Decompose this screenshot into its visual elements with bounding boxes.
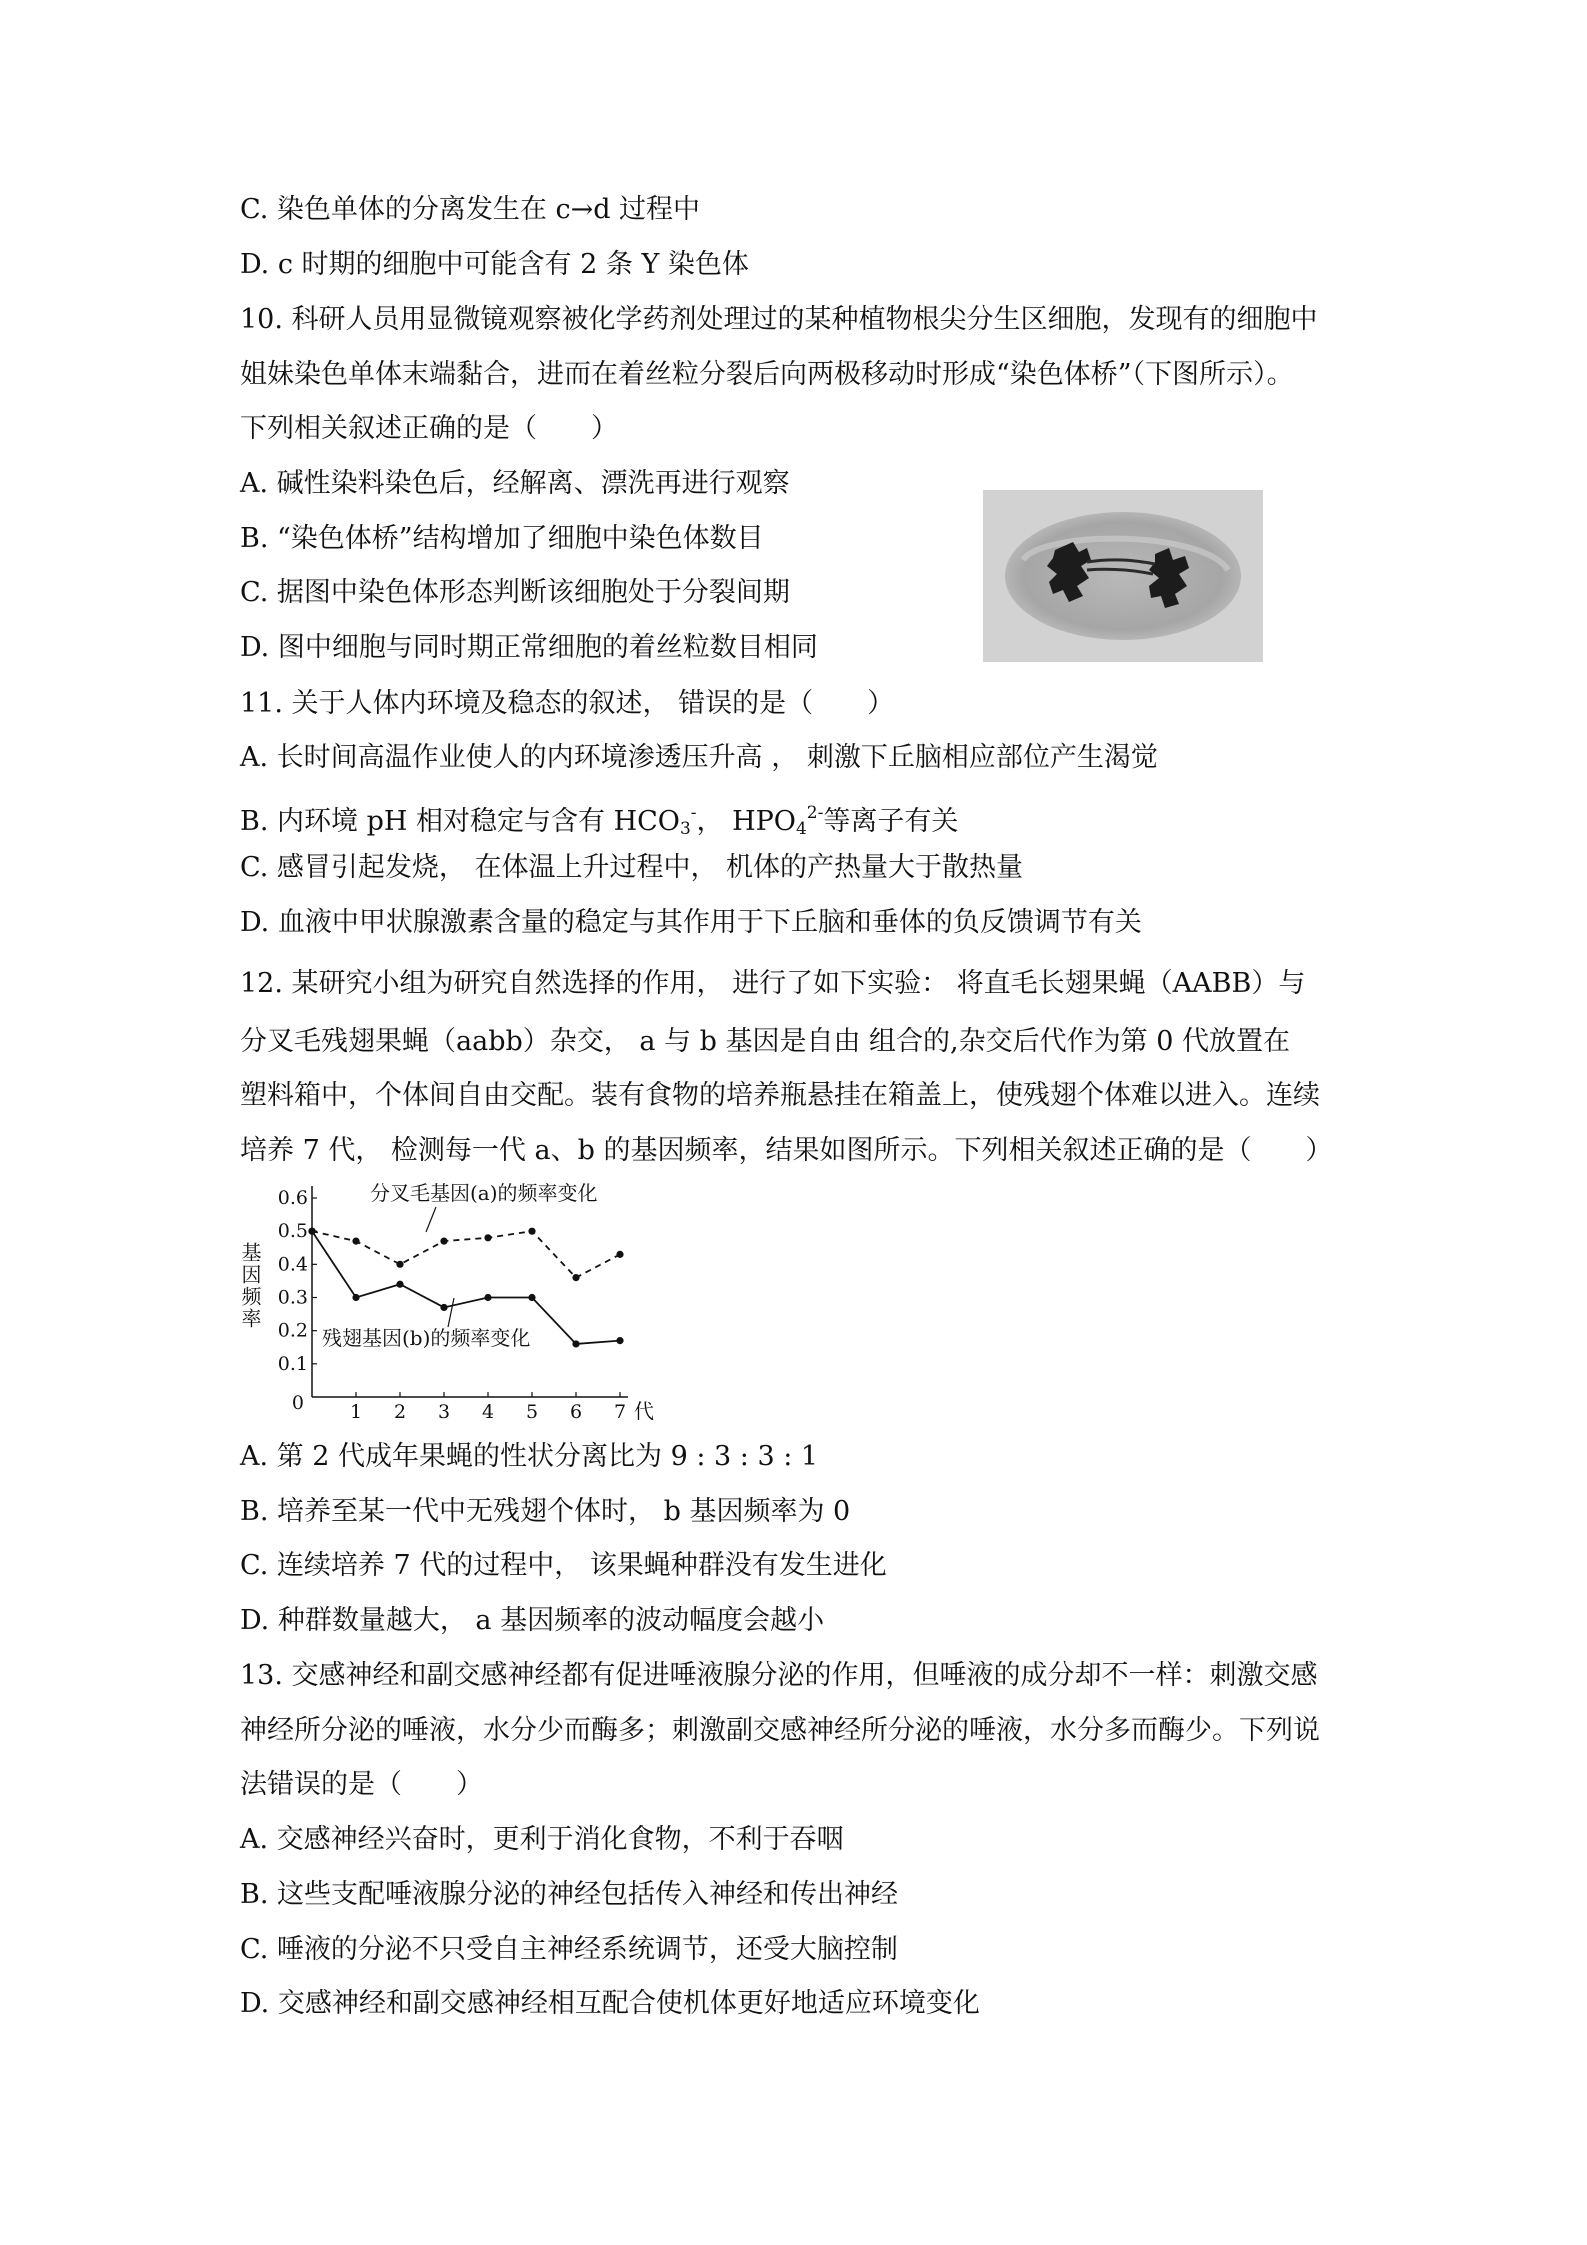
q13-stem-line1: 13. 交感神经和副交感神经都有促进唾液腺分泌的作用，但唾液的成分却不一样：刺激交感 [240,1660,1318,1691]
data-point [440,1304,447,1311]
q10-option-a: A. 碱性染料染色后，经解离、漂洗再进行观察 [240,468,790,499]
data-point [352,1294,359,1301]
q10-stem-line2: 姐妹染色单体末端黏合，进而在着丝粒分裂后向两极移动时形成“染色体桥”（下图所示）。 [240,359,1294,390]
q11b-text-1: B. 内环境 pH 相对稳定与含有 HCO [240,806,680,837]
q13-option-a: A. 交感神经兴奋时，更利于消化食物，不利于吞咽 [240,1824,844,1855]
y-tick-label: 0.2 [277,1319,308,1342]
y-tick-label: 0.3 [277,1286,308,1309]
x-axis-unit: 代 [634,1399,654,1420]
q9-option-c: C. 染色单体的分离发生在 c→d 过程中 [240,194,701,225]
x-tick-label: 2 [393,1401,407,1420]
y-tick-label: 0.5 [277,1220,308,1243]
q11-option-b [240,793,958,849]
q11-option-c: C. 感冒引起发烧， 在体温上升过程中， 机体的产热量大于散热量 [240,852,1024,883]
q11b-subscript-2: 4 [795,819,807,839]
q10-option-d: D. 图中细胞与同时期正常细胞的着丝粒数目相同 [240,632,818,663]
data-point [616,1337,623,1344]
q12-option-c: C. 连续培养 7 代的过程中， 该果蝇种群没有发生进化 [240,1550,887,1581]
y-tick-label: 0.4 [277,1253,308,1276]
chart-labels [238,1181,654,1420]
q11b-text-2: ， HPO [696,806,796,837]
q12-stem-line1: 12. 某研究小组为研究自然选择的作用， 进行了如下实验： 将直毛长翅果蝇（AABB）与 [240,968,1306,999]
data-point [528,1294,535,1301]
q11b-superscript-1: - [690,803,697,823]
q12-stem-line2: 分叉毛残翅果蝇（aabb）杂交， a 与 b 基因是自由 组合的,杂交后代作为第 0 代放置在 [240,1026,1290,1057]
q12-option-a: A. 第 2 代成年果蝇的性状分离比为 9 : 3 : 3 : 1 [240,1441,819,1472]
q10-option-b: B. “染色体桥”结构增加了细胞中染色体数目 [240,523,764,554]
q12-option-d: D. 种群数量越大， a 基因频率的波动幅度会越小 [240,1605,825,1636]
q9-option-d: D. c 时期的细胞中可能含有 2 条 Y 染色体 [240,249,749,280]
x-tick-label: 7 [613,1401,627,1420]
q12-option-b: B. 培养至某一代中无残翅个体时， b 基因频率为 0 [240,1496,851,1527]
q13-stem-line3: 法错误的是（ ） [240,1769,483,1800]
series-label-a-leader [426,1207,436,1232]
x-tick-label: 6 [569,1401,583,1420]
data-point [484,1234,491,1241]
data-point [616,1251,623,1258]
q11-stem: 11. 关于人体内环境及稳态的叙述， 错误的是（ ） [240,688,895,719]
series-label-a: 分叉毛基因(a)的频率变化 [370,1181,598,1205]
series-label-b: 残翅基因(b)的频率变化 [322,1326,531,1350]
q12-stem-line3: 塑料箱中，个体间自由交配。装有食物的培养瓶悬挂在箱盖上，使残翅个体难以进入。连续 [240,1080,1320,1111]
gene-frequency-chart [236,1180,676,1420]
series-label-b-leader [448,1298,454,1327]
q11-option-a: A. 长时间高温作业使人的内环境渗透压升高 ， 刺激下丘脑相应部位产生渴觉 [240,742,1158,773]
data-point [352,1238,359,1245]
chromosome-bridge-micrograph [983,490,1263,662]
x-tick-label: 4 [481,1401,495,1420]
q11b-subscript-1: 3 [679,819,691,839]
data-point [440,1238,447,1245]
x-tick-label: 0 [291,1392,304,1414]
chart-axes [312,1186,628,1397]
q10-option-c: C. 据图中染色体形态判断该细胞处于分裂间期 [240,577,790,608]
data-point [396,1261,403,1268]
q12-stem-line4: 培养 7 代， 检测每一代 a、b 的基因频率，结果如图所示。下列相关叙述正确的是（ ） [240,1135,1333,1166]
q13-option-c: C. 唾液的分泌不只受自主神经系统调节，还受大脑控制 [240,1934,898,1965]
data-point [396,1281,403,1288]
q11b-text-3: 等离子有关 [823,806,959,837]
y-tick-label: 0.6 [277,1187,308,1209]
q13-option-d: D. 交感神经和副交感神经相互配合使机体更好地适应环境变化 [240,1988,980,2019]
q13-option-b: B. 这些支配唾液腺分泌的神经包括传入神经和传出神经 [240,1879,899,1910]
x-tick-label: 1 [349,1401,363,1420]
q13-stem-line2: 神经所分泌的唾液，水分少而酶多；刺激副交感神经所分泌的唾液，水分多而酶少。下列说 [240,1715,1320,1746]
x-tick-label: 5 [525,1401,539,1420]
q10-stem-line3: 下列相关叙述正确的是（ ） [240,413,618,444]
q10-stem-line1: 10. 科研人员用显微镜观察被化学药剂处理过的某种植物根尖分生区细胞，发现有的细胞中 [240,304,1318,335]
data-point [308,1228,315,1235]
x-tick-label: 3 [437,1401,451,1420]
y-axis-label: 基因频率 [238,1242,262,1330]
data-point [484,1294,491,1301]
data-point [528,1228,535,1235]
y-tick-label: 0.1 [277,1352,308,1375]
series-line-a [312,1231,620,1277]
data-point [572,1274,579,1281]
data-point [572,1340,579,1347]
q11-option-d: D. 血液中甲状腺激素含量的稳定与其作用于下丘脑和垂体的负反馈调节有关 [240,907,1142,938]
q11b-superscript-2: 2- [806,803,824,823]
